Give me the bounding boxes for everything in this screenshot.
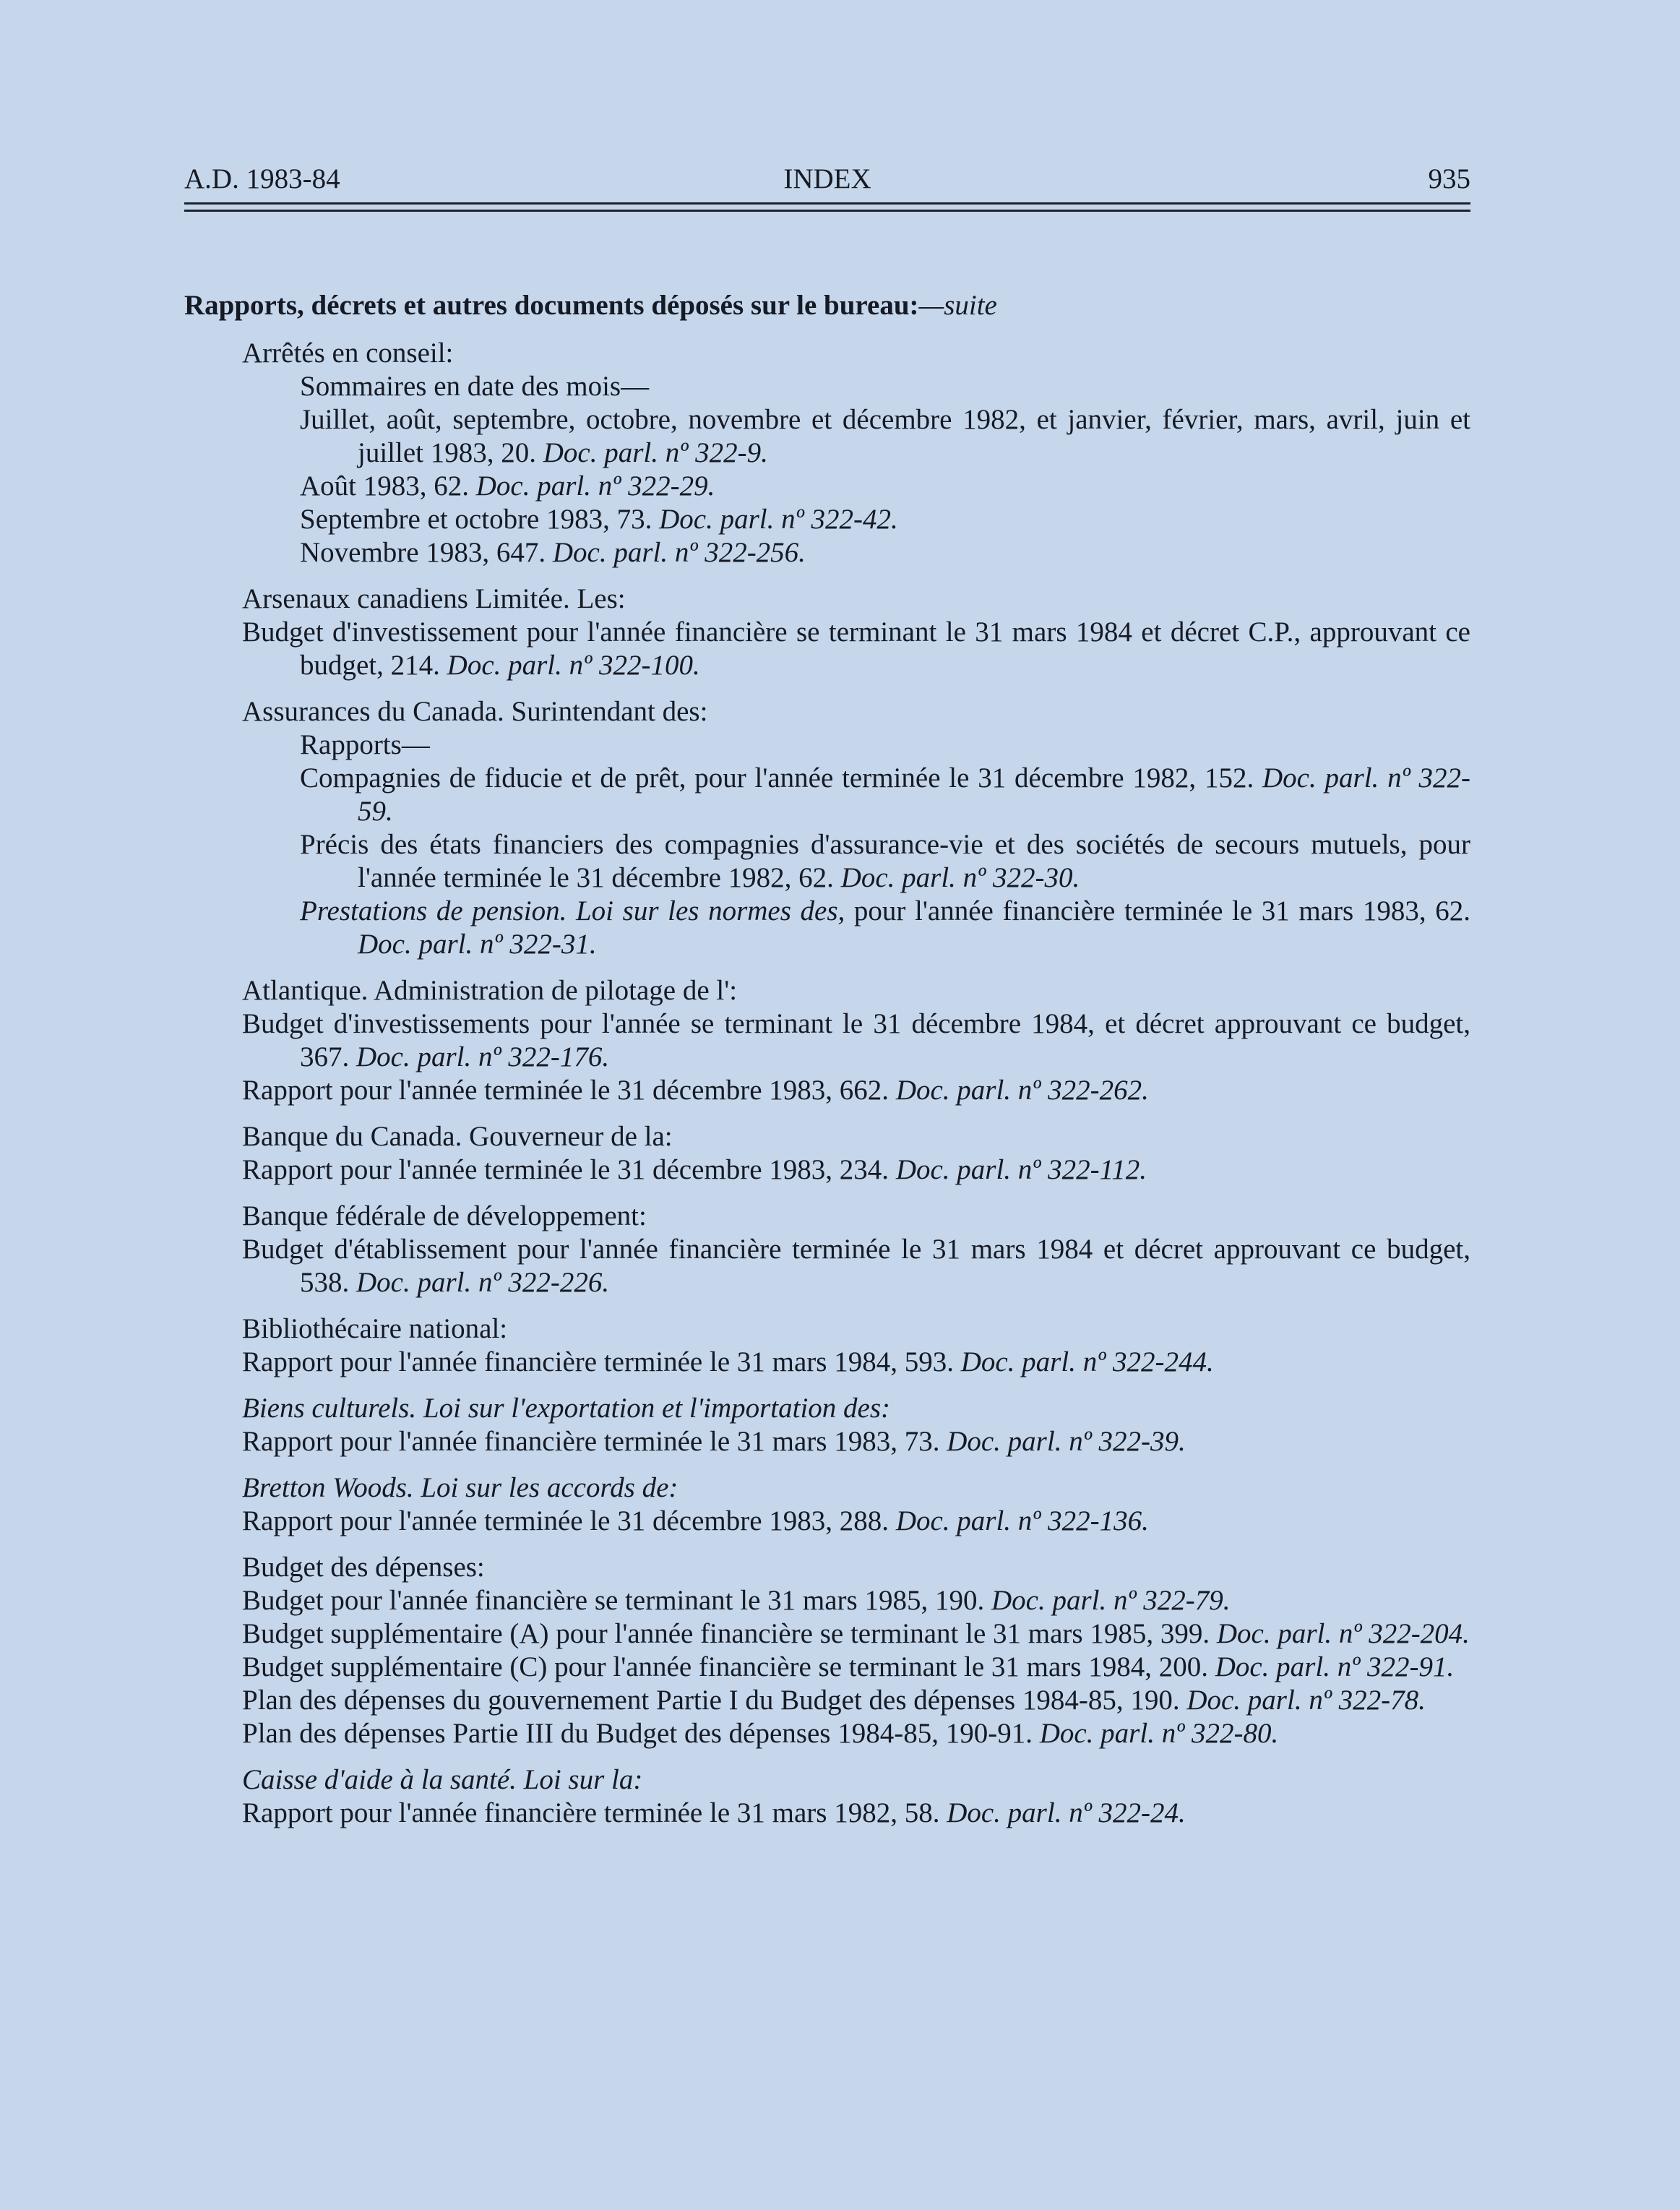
page-number: 935 (1428, 163, 1470, 194)
index-entry: Rapport pour l'année terminée le 31 décembre 1983, 234. Doc. parl. nº 322-112. (242, 1154, 1147, 1185)
index-entry: Budget d'établissement pour l'année financière terminée le 31 mars 1984 et décret approuvant ce budget, 538. Doc. parl. nº 322-226. (242, 1234, 1470, 1298)
index-entry: Budget supplémentaire (C) pour l'année financière se terminant le 31 mars 1984, 200. Doc. parl. nº 322-91. (242, 1651, 1455, 1682)
group-subtitle: Sommaires en date des mois— (300, 371, 650, 402)
header-rule-top (184, 202, 1470, 205)
index-entry: Plan des dépenses du gouvernement Partie I du Budget des dépenses 1984-85, 190. Doc. parl. nº 322-78. (242, 1685, 1426, 1716)
entry-group-caisse (184, 1763, 1470, 1830)
entry-group-arsenaux (184, 582, 1470, 682)
index-entry: Rapport pour l'année financière terminée le 31 mars 1982, 58. Doc. parl. nº 322-24. (242, 1797, 1186, 1828)
index-entry: Plan des dépenses Partie III du Budget des dépenses 1984-85, 190-91. Doc. parl. nº 322-80. (242, 1718, 1279, 1749)
index-entry: Juillet, août, septembre, octobre, novembre et décembre 1982, et janvier, février, mars, avril, juin et juillet 1983, 20. Doc. parl. nº 322-9. (300, 404, 1470, 468)
heading-suffix: —suite (918, 290, 997, 321)
group-title: Atlantique. Administration de pilotage de l': (242, 975, 738, 1006)
entry-group-banque-federale (184, 1200, 1470, 1299)
group-title: Arsenaux canadiens Limitée. Les: (242, 583, 626, 614)
index-entry: Budget d'investissements pour l'année se terminant le 31 décembre 1984, et décret approuvant ce budget, 367. Doc. parl. nº 322-176. (242, 1008, 1470, 1072)
entry-group-atlantique (184, 974, 1470, 1107)
index-entry: Août 1983, 62. Doc. parl. nº 322-29. (300, 470, 715, 502)
entry-group-budget (184, 1551, 1470, 1750)
group-title: Biens culturels. Loi sur l'exportation et l'importation des: (242, 1393, 891, 1424)
group-title: Arrêtés en conseil: (242, 337, 454, 369)
group-title: Bibliothécaire national: (242, 1313, 508, 1344)
index-entry: Novembre 1983, 647. Doc. parl. nº 322-256. (300, 537, 806, 568)
group-title: Assurances du Canada. Surintendant des: (242, 696, 708, 727)
section-heading (184, 289, 1470, 322)
group-subtitle: Rapports— (300, 729, 430, 760)
group-title: Caisse d'aide à la santé. Loi sur la: (242, 1764, 643, 1795)
group-title: Bretton Woods. Loi sur les accords de: (242, 1472, 679, 1503)
index-entry: Compagnies de fiducie et de prêt, pour l'année terminée le 31 décembre 1982, 152. Doc. parl. nº 322-59. (300, 762, 1470, 827)
group-title: Banque fédérale de développement: (242, 1200, 647, 1231)
entry-group-assurances (184, 695, 1470, 961)
index-entry: Budget d'investissement pour l'année financière se terminant le 31 mars 1984 et décret C.P., approuvant ce budget, 214. Doc. parl. nº 322-100. (242, 616, 1470, 681)
index-entry: Septembre et octobre 1983, 73. Doc. parl. nº 322-42. (300, 504, 898, 535)
header-session: A.D. 1983-84 (184, 163, 340, 194)
index-entry: Rapport pour l'année terminée le 31 décembre 1983, 288. Doc. parl. nº 322-136. (242, 1505, 1149, 1536)
index-entry: Budget pour l'année financière se terminant le 31 mars 1985, 190. Doc. parl. nº 322-79. (242, 1585, 1231, 1616)
index-entry: Rapport pour l'année financière terminée le 31 mars 1984, 593. Doc. parl. nº 322-244. (242, 1346, 1214, 1377)
index-entry: Rapport pour l'année terminée le 31 décembre 1983, 662. Doc. parl. nº 322-262. (242, 1075, 1149, 1106)
group-title: Banque du Canada. Gouverneur de la: (242, 1121, 673, 1152)
entry-group-bibliothecaire (184, 1312, 1470, 1379)
entry-group-biens-culturels (184, 1392, 1470, 1458)
running-header (184, 163, 1470, 200)
header-title: INDEX (783, 163, 871, 194)
index-entry: Précis des états financiers des compagnies d'assurance-vie et des sociétés de secours mutuels, pour l'année terminée le 31 décembre 1982, 62. Doc. parl. nº 322-30. (300, 829, 1470, 893)
index-entry: Prestations de pension. Loi sur les normes des, pour l'année financière terminée le 31 mars 1983, 62. Doc. parl. nº 322-31. (300, 895, 1470, 960)
entry-group-arretes (184, 337, 1470, 569)
entry-group-bretton-woods (184, 1471, 1470, 1538)
entry-group-banque-canada (184, 1120, 1470, 1187)
group-title: Budget des dépenses: (242, 1552, 485, 1583)
index-entry: Budget supplémentaire (A) pour l'année financière se terminant le 31 mars 1985, 399. Doc. parl. nº 322-204. (242, 1618, 1470, 1649)
index-content (184, 289, 1470, 1843)
heading-text: Rapports, décrets et autres documents déposés sur le bureau: (184, 290, 919, 321)
header-rule-bottom (184, 210, 1470, 212)
index-entry: Rapport pour l'année financière terminée le 31 mars 1983, 73. Doc. parl. nº 322-39. (242, 1426, 1186, 1457)
